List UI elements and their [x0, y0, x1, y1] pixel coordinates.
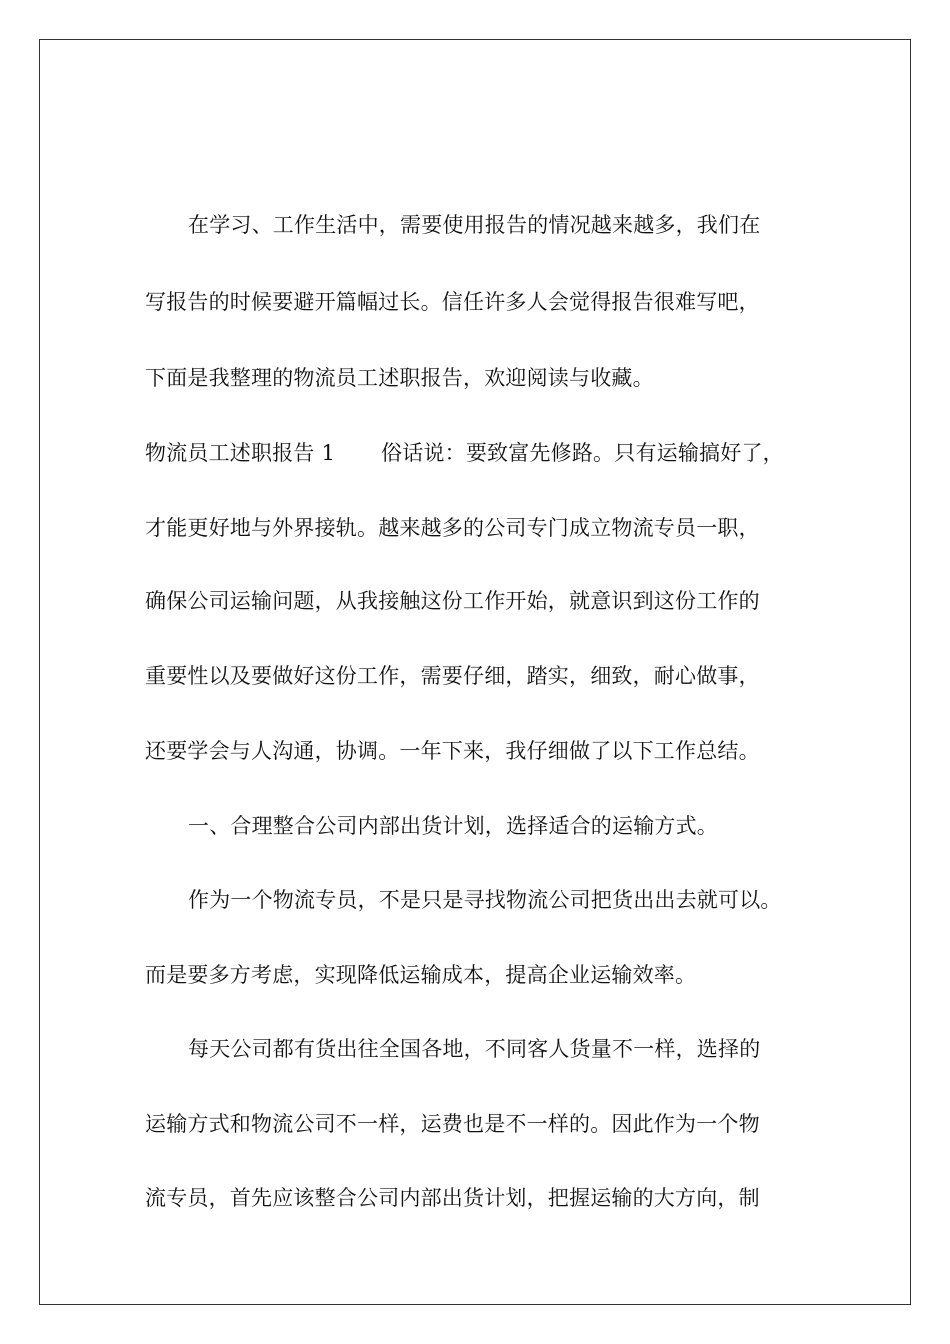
report-title: 物流员工述职报告 1 — [145, 441, 336, 465]
body-line-5: 还要学会与人沟通，协调。一年下来，我仔细做了以下工作总结。 — [145, 739, 760, 763]
body-line-7: 而是要多方考虑，实现降低运输成本，提高企业运输效率。 — [145, 963, 697, 987]
body-line-10: 流专员，首先应该整合公司内部出货计划，把握运输的大方向，制 — [145, 1186, 760, 1210]
intro-line-2: 写报告的时候要避开篇幅过长。信任许多人会觉得报告很难写吧， — [145, 290, 760, 314]
intro-line-3: 下面是我整理的物流员工述职报告，欢迎阅读与收藏。 — [145, 366, 654, 390]
body-line-9: 运输方式和物流公司不一样，运费也是不一样的。因此作为一个物 — [145, 1112, 760, 1136]
body-line-8: 每天公司都有货出往全国各地，不同客人货量不一样，选择的 — [188, 1037, 761, 1061]
body-line-3: 确保公司运输问题，从我接触这份工作开始，就意识到这份工作的 — [145, 589, 760, 613]
intro-line-1: 在学习、工作生活中，需要使用报告的情况越来越多，我们在 — [188, 213, 761, 237]
body-line-1: 俗话说：要致富先修路。只有运输搞好了， — [381, 441, 784, 465]
body-line-2: 才能更好地与外界接轨。越来越多的公司专门成立物流专员一职， — [145, 516, 760, 540]
body-line-6: 作为一个物流专员，不是只是寻找物流公司把货出出去就可以。 — [188, 888, 782, 912]
body-line-4: 重要性以及要做好这份工作，需要仔细，踏实，细致，耐心做事， — [145, 664, 760, 688]
report-heading-line — [145, 440, 784, 466]
section-heading-1: 一、合理整合公司内部出货计划，选择适合的运输方式。 — [188, 814, 718, 838]
